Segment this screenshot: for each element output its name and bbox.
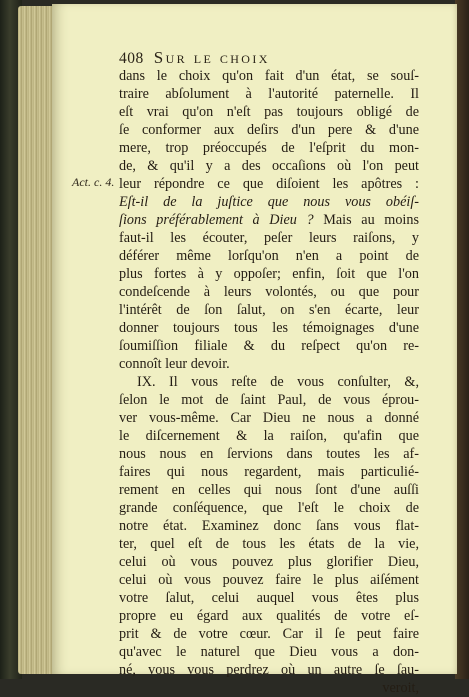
text-line: dans le choix qu'on fait d'un état, se souſ- xyxy=(119,68,419,84)
text-line: notre état. Examinez donc ſans vous flat- xyxy=(119,518,419,534)
text-line: de, & qu'il y a des occaſions où l'on peut xyxy=(119,158,419,174)
text-line: ſelon le mot de ſaint Paul, de vous éprou- xyxy=(119,392,419,408)
text-line: rement en celles qui nous ſont d'une auſſi xyxy=(119,482,419,498)
text-line: veroit, xyxy=(382,680,419,696)
body-text xyxy=(119,67,419,697)
text-line: eſt vrai qu'on n'eſt pas toujours obligé de xyxy=(119,104,419,120)
text-line xyxy=(119,211,419,229)
text-line: déférer même lorſqu'on n'en a point de xyxy=(119,248,419,264)
text-line: propre eu égard aux qualités de votre eſ- xyxy=(119,608,419,624)
text-line: votre ſalut, celui auquel vous êtes plus xyxy=(119,590,419,606)
text-line: connoît leur devoir. xyxy=(119,356,230,372)
text-line: condeſcende à leurs volontés, ou que pour xyxy=(119,284,419,300)
text-line: né, vous vous perdrez où un autre ſe ſau- xyxy=(119,662,419,678)
text-line: plus fortes à y oppoſer; enfin, ſoit que l'on xyxy=(119,266,419,282)
running-title: Sur le choix xyxy=(153,48,270,67)
text-line: faires qui nous regardent, mais particulié- xyxy=(119,464,419,480)
text-line: l'intérêt de ſon ſalut, on s'en écarte, leur xyxy=(119,302,419,318)
text-line: faut-il les écouter, peſer leurs raiſons, y xyxy=(119,230,419,246)
text-line: ſe conformer aux deſirs d'un pere & d'une xyxy=(119,122,419,138)
text-line: grande conſéquence, que l'eſt le choix de xyxy=(119,500,419,516)
text-line: ſoumiſſion filiale & du reſpect qu'on re- xyxy=(119,338,419,354)
text-line: celui où vous pouvez plus glorifier Dieu, xyxy=(119,554,419,570)
text-line: IX. Il vous reſte de vous conſulter, &, xyxy=(137,374,419,390)
text-line: donner toujours tous les témoignages d'une xyxy=(119,320,419,336)
text-line: mere, trop préoccupés de l'eſprit du mon- xyxy=(119,140,419,156)
text-line: Eſt-il de la juſtice que nous vous obéiſ- xyxy=(119,194,419,210)
scripture-quote: ſions préférablement à Dieu ? xyxy=(119,212,324,228)
text-line: traire abſolument à l'autorité paternelle. Il xyxy=(119,86,419,102)
page-number: 408 xyxy=(119,50,144,67)
text-line: leur répondre ce que diſoient les apôtres : xyxy=(119,176,419,192)
text-line: qu'avec le naturel que Dieu vous a don- xyxy=(119,644,419,660)
text-line: ver vous-même. Car Dieu ne nous a donné xyxy=(119,410,419,426)
text-line: celui où vous pouvez faire le plus aiſément xyxy=(119,572,419,588)
text-segment: Mais au moins xyxy=(323,212,419,228)
margin-reference: Act. c. 4. xyxy=(72,175,115,189)
text-line: le diſcernement & la raiſon, qu'afin que xyxy=(119,428,419,444)
text-line: nous nous en ſervions dans toutes les af- xyxy=(119,446,419,462)
text-line: prit & de votre cœur. Car il ſe peut faire xyxy=(119,626,419,642)
book-cover-right xyxy=(455,0,469,679)
text-line: ter, quel eſt de tous les états de la vie, xyxy=(119,536,419,552)
